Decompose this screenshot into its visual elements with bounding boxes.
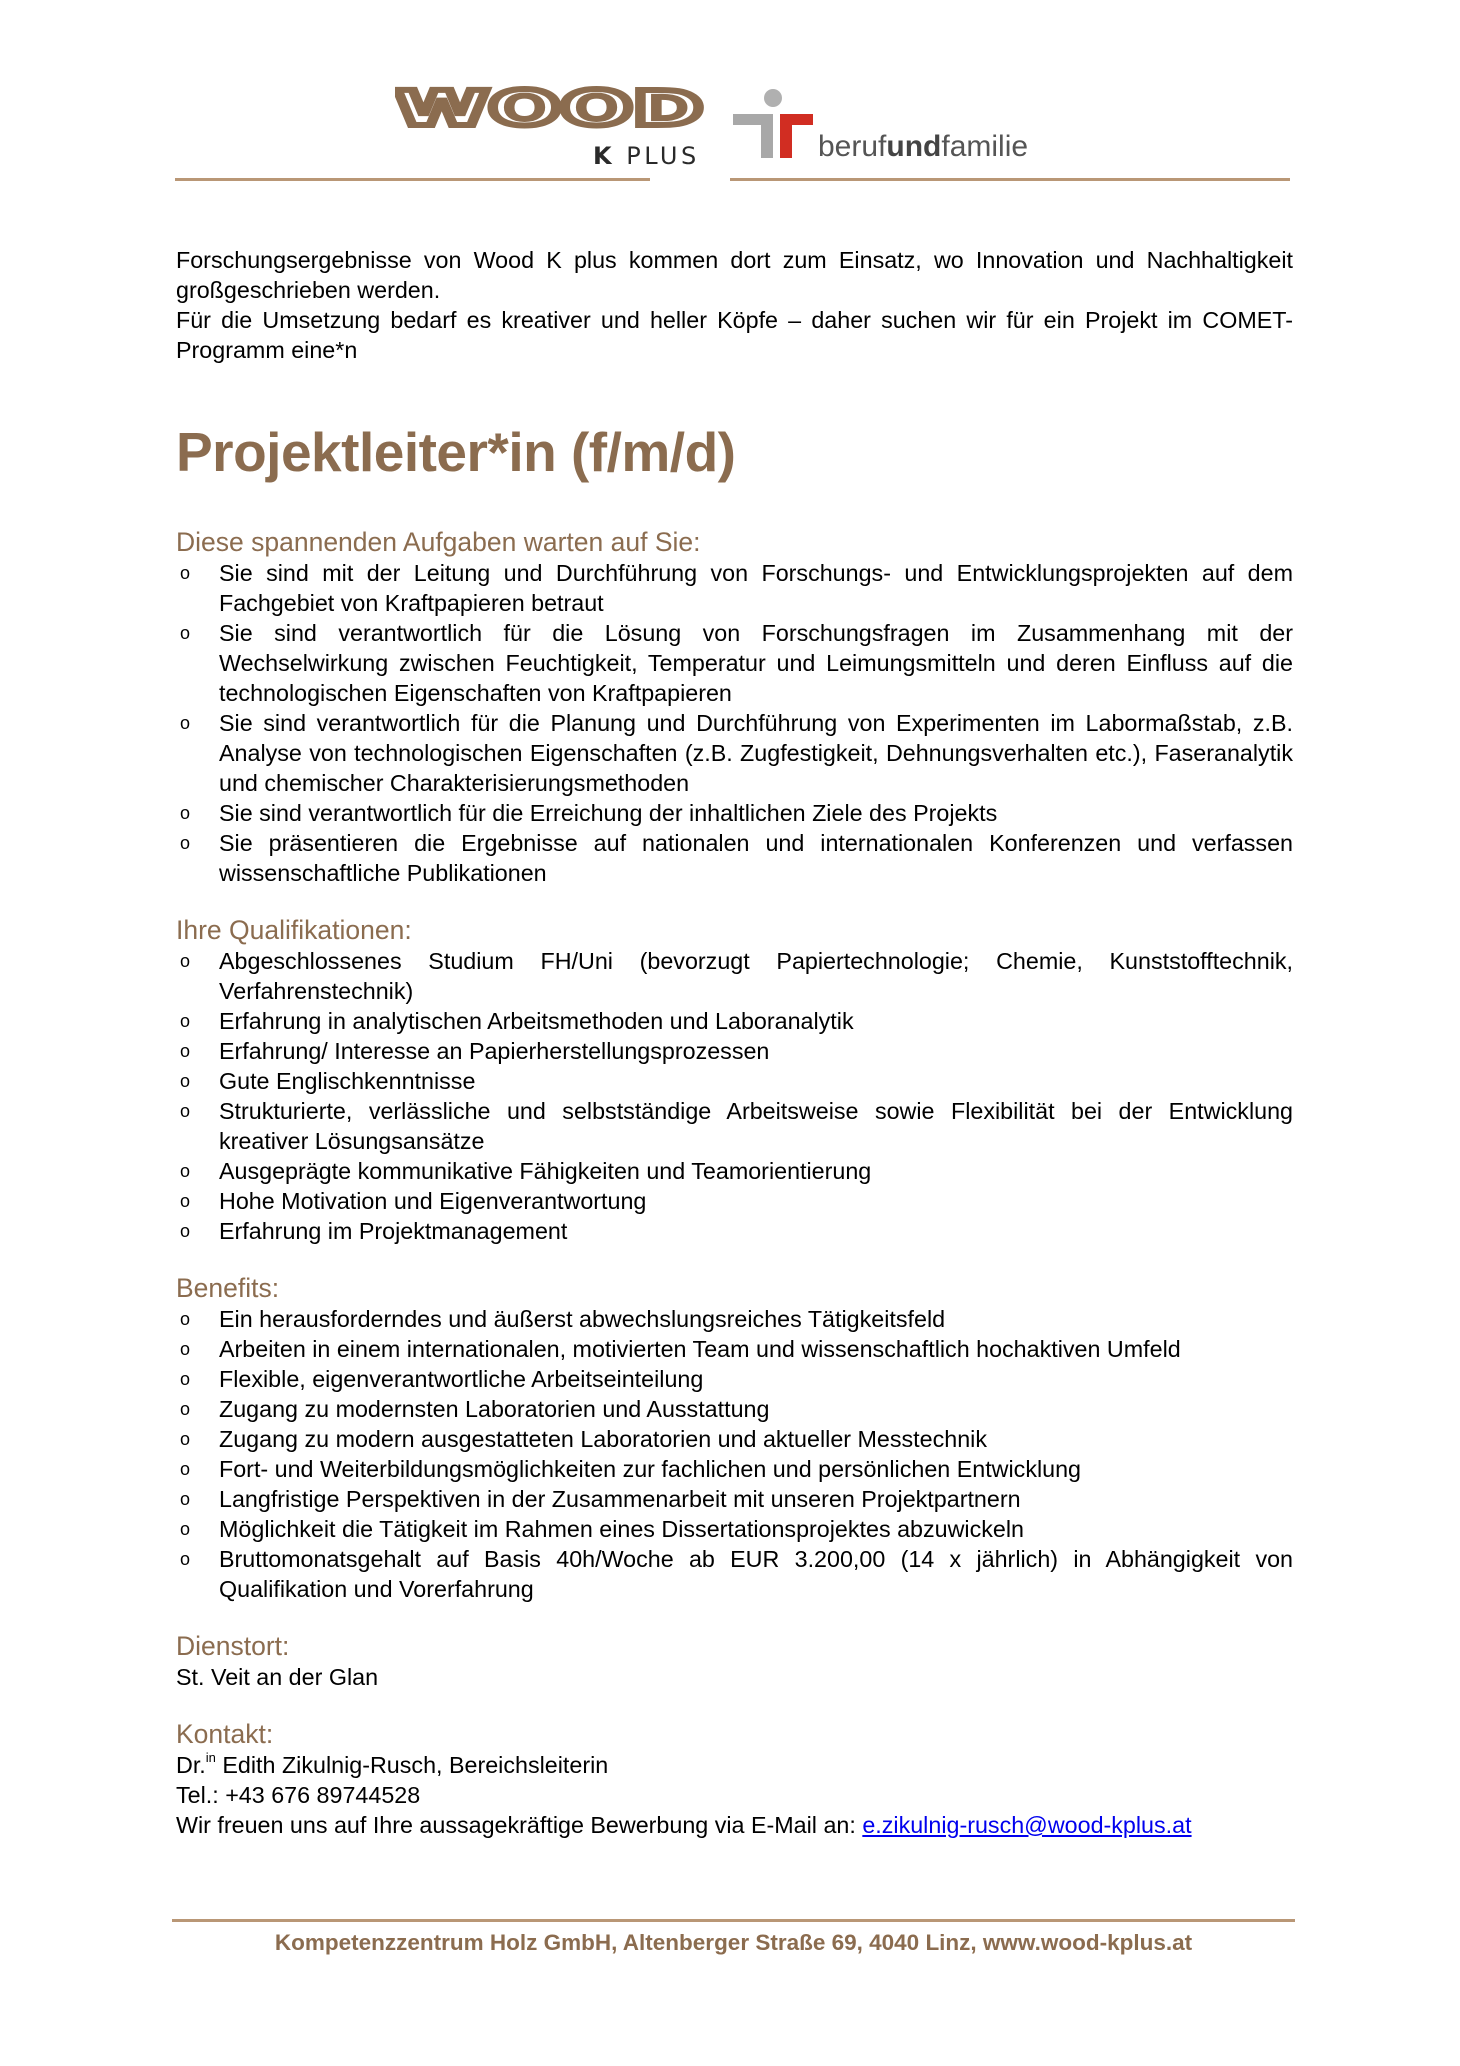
list-item: o Ausgeprägte kommunikative Fähigkeiten und Teamorientierung <box>180 1158 872 1184</box>
tasks-section <box>176 526 1293 888</box>
contact-heading: Kontakt: <box>176 1719 274 1749</box>
list-item: o Sie sind verantwortlich für die Lösung von Forschungsfragen im Zusammenhang mit der Wechselwirkung zwischen Feuchtigkeit, Temperatur und Leimungsmitteln und deren Einfluss auf die technologischen Eigenschaften von Kraftpapieren <box>180 620 1293 706</box>
list-item: o Möglichkeit die Tätigkeit im Rahmen eines Dissertationsprojektes abzuwickeln <box>180 1516 1024 1542</box>
kplus-logo-text <box>593 142 700 170</box>
kplus-k: K <box>593 142 616 170</box>
list-item: o Fort- und Weiterbildungsmöglichkeiten zur fachlichen und persönlichen Entwicklung <box>180 1456 1082 1482</box>
list-item: o Hohe Motivation und Eigenverantwortung <box>180 1188 647 1214</box>
location-heading: Dienstort: <box>176 1631 290 1661</box>
footer-divider <box>172 1919 1295 1922</box>
header-logos <box>175 82 1295 182</box>
list-item: o Bruttomonatsgehalt auf Basis 40h/Woche ab EUR 3.200,00 (14 x jährlich) in Abhängigkeit von Qualifikation und Vorerfahrung <box>180 1546 1293 1602</box>
list-item: o Zugang zu modernsten Laboratorien und Ausstattung <box>180 1396 770 1422</box>
intro-paragraph-2: Für die Umsetzung bedarf es kreativer und heller Köpfe – daher suchen wir für ein Projekt im COMET-Programm eine*n <box>176 307 1293 363</box>
list-item: o Erfahrung in analytischen Arbeitsmethoden und Laboranalytik <box>180 1008 854 1034</box>
kplus-rest: PLUS <box>626 142 700 170</box>
location-value: St. Veit an der Glan <box>176 1664 379 1690</box>
tasks-list <box>176 558 1293 888</box>
qualifications-section <box>176 914 1293 1246</box>
qualifications-heading: Ihre Qualifikationen: <box>176 915 412 945</box>
list-item: o Sie sind verantwortlich für die Planung und Durchführung von Experimenten im Labormaßstab, z.B. Analyse von technologischen Eigenschaften (z.B. Zugfestigkeit, Dehnungsverhalten etc.), Faseranalytik und chemischer Charakterisierungsmethoden <box>180 710 1293 796</box>
list-item: o Zugang zu modern ausgestatteten Laboratorien und aktueller Messtechnik <box>180 1426 987 1452</box>
tasks-heading: Diese spannenden Aufgaben warten auf Sie: <box>176 527 701 557</box>
header-divider-left <box>175 178 650 181</box>
benefits-heading: Benefits: <box>176 1273 280 1303</box>
intro <box>176 245 1293 365</box>
list-item: o Sie sind verantwortlich für die Erreichung der inhaltlichen Ziele des Projekts <box>180 800 998 826</box>
list-item: o Sie sind mit der Leitung und Durchführung von Forschungs- und Entwicklungsprojekten auf dem Fachgebiet von Kraftpapieren betraut <box>180 560 1293 616</box>
job-posting <box>176 245 1293 1840</box>
list-item: o Gute Englischkenntnisse <box>180 1068 476 1094</box>
berufundfamilie-logo-text: berufundfamilie <box>818 130 1029 163</box>
list-item: o Abgeschlossenes Studium FH/Uni (bevorzugt Papiertechnologie; Chemie, Kunststofftechnik, Verfahrenstechnik) <box>180 948 1293 1004</box>
list-item: o Erfahrung/ Interesse an Papierherstellungsprozessen <box>180 1038 770 1064</box>
job-title: Projektleiter*in (f/m/d) <box>176 421 736 483</box>
benefits-list <box>176 1304 1293 1604</box>
location-section <box>176 1630 1293 1692</box>
list-item: o Erfahrung im Projektmanagement <box>180 1218 568 1244</box>
wood-logo-text: WOOD <box>395 82 703 130</box>
wood-logo <box>395 82 705 130</box>
footer-address: Kompetenzzentrum Holz GmbH, Altenberger Straße 69, 4040 Linz, www.wood-kplus.at <box>274 1930 1193 1955</box>
list-item: o Ein herausforderndes und äußerst abwechslungsreiches Tätigkeitsfeld <box>180 1306 946 1332</box>
qualifications-list <box>176 946 1293 1246</box>
email-link[interactable]: e.zikulnig-rusch@wood-kplus.at <box>862 1812 1192 1838</box>
intro-paragraph-1: Forschungsergebnisse von Wood K plus kommen dort zum Einsatz, wo Innovation und Nachhaltigkeit großgeschrieben werden. <box>176 247 1293 303</box>
list-item: o Arbeiten in einem internationalen, motivierten Team und wissenschaftlich hochaktiven Umfeld <box>180 1336 1181 1362</box>
contact-person: Dr.$^{in}$ Edith Zikulnig-Rusch, Bereichsleiterin <box>176 1750 609 1778</box>
list-item: o Langfristige Perspektiven in der Zusammenarbeit mit unseren Projektpartnern <box>180 1486 1021 1512</box>
contact-email-line: Wir freuen uns auf Ihre aussagekräftige Bewerbung via E-Mail an: e.zikulnig-rusch@wood-kplus.at <box>176 1812 1192 1838</box>
berufundfamilie-symbol-icon <box>733 88 815 164</box>
header-divider-right <box>730 178 1290 181</box>
list-item: o Flexible, eigenverantwortliche Arbeitseinteilung <box>180 1366 704 1392</box>
list-item: o Sie präsentieren die Ergebnisse auf nationalen und internationalen Konferenzen und verfassen wissenschaftliche Publikationen <box>180 830 1293 886</box>
benefits-section <box>176 1272 1293 1604</box>
contact-phone: Tel.: +43 676 89744528 <box>176 1782 421 1808</box>
contact-section <box>176 1718 1293 1840</box>
list-item: o Strukturierte, verlässliche und selbstständige Arbeitsweise sowie Flexibilität bei der Entwicklung kreativer Lösungsansätze <box>180 1098 1293 1154</box>
